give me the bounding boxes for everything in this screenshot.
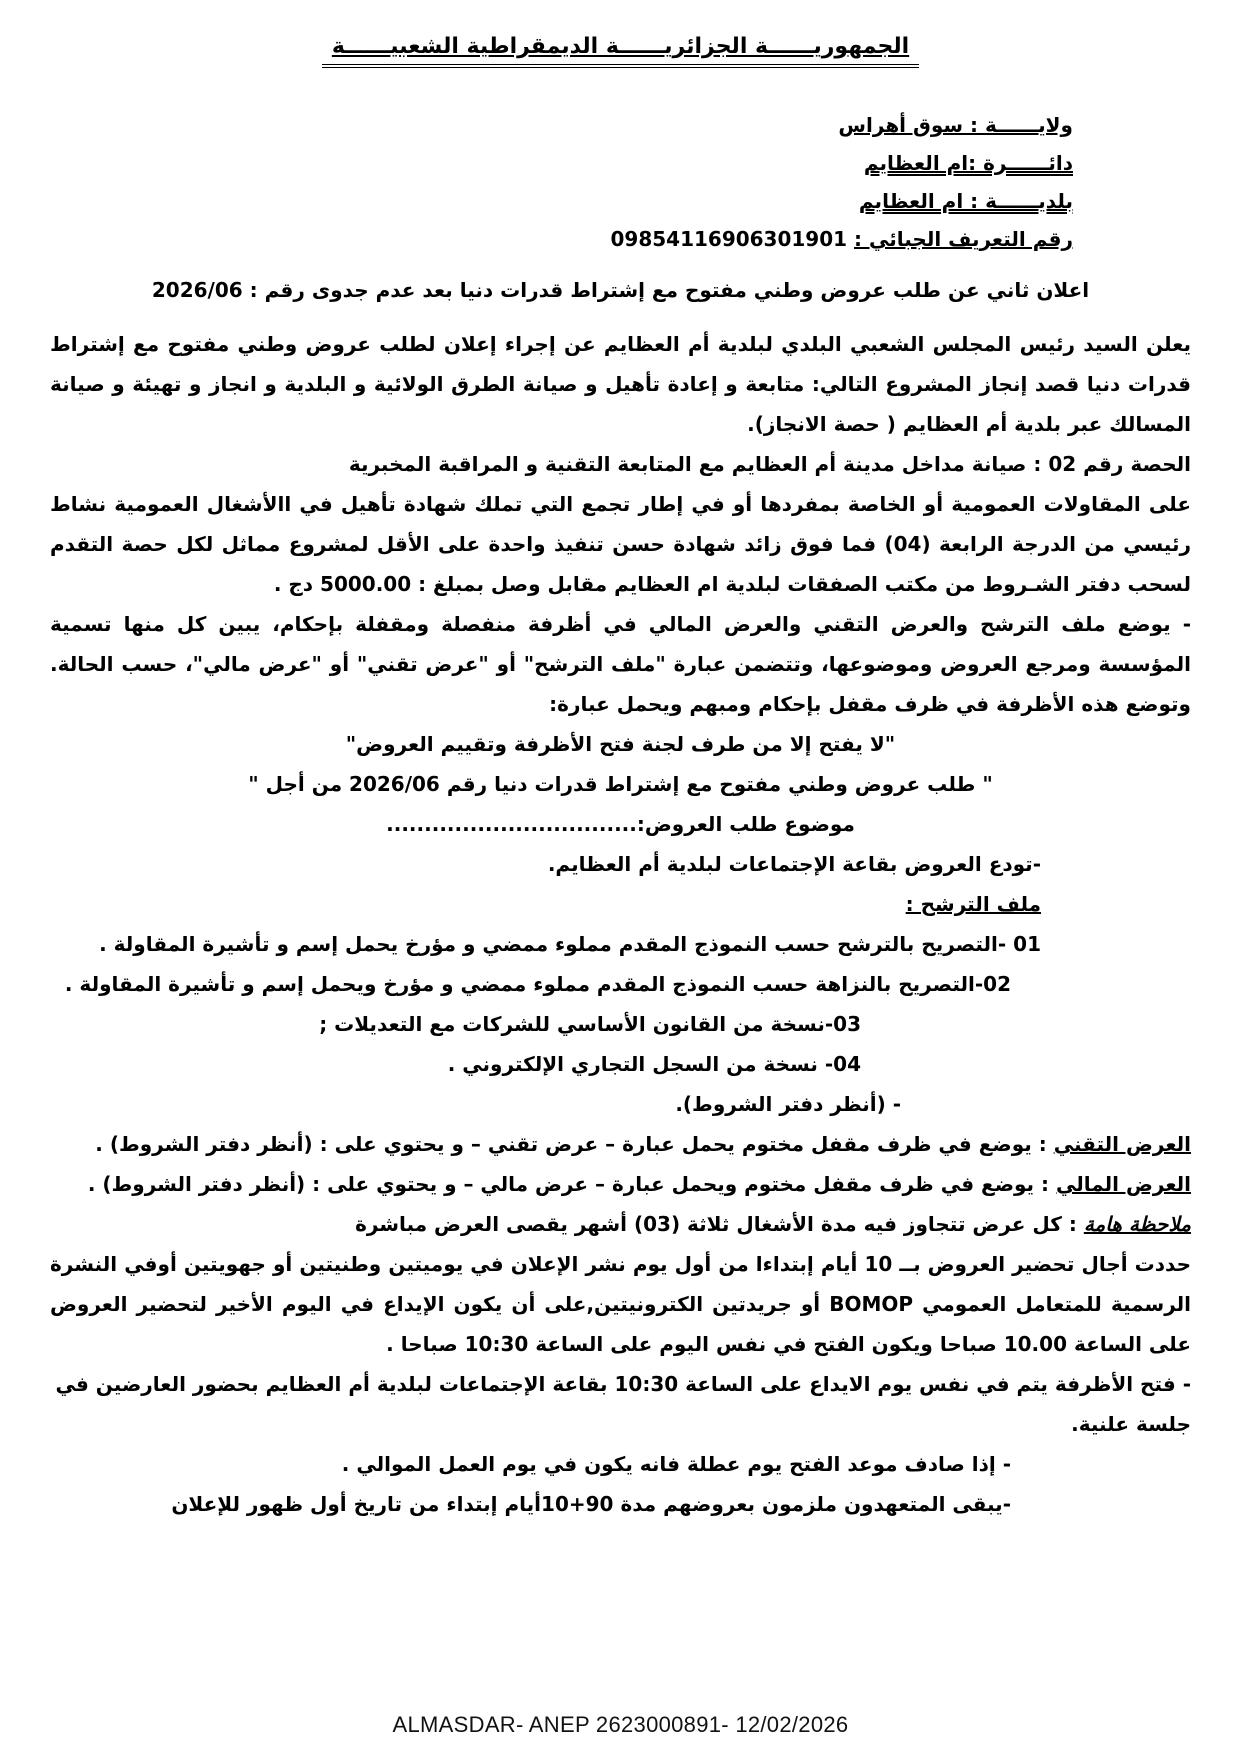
paragraph-project-intro: يعلن السيد رئيس المجلس الشعبي البلدي لبلدية أم العظايم عن إجراء إعلان لطلب عروض وطني مفتوح مع إشتراط قدرات دنيا قصد إنجاز المشروع التالي: متابعة و إعادة تأهيل و صيانة الطرق الولائية و البلدية و انجاز و تهيئة و صيانة المسالك عبر بلدية أم العظايم ( حصة الانجاز). xyxy=(50,332,1191,436)
republic-header-title: الجمهوريــــــة الجزائريــــــة الديمقراطية الشعبيــــــة xyxy=(322,34,919,68)
identity-block xyxy=(50,106,1191,258)
paragraph-deadlines: حددت أجال تحضير العروض بــ 10 أيام إبتداءا من أول يوم نشر الإعلان في يوميتين وطنيتين أو جهويتين أوفي النشرة الرسمية للمتعامل العمومي BOMOP أو جريدتين الكترونيتين,على أن يكون الإيداع في اليوم الأخير لتحضير العروض على الساعة 10.00 صباحا ويكون الفتح في نفس اليوم على الساعة 10:30 صباحا . xyxy=(50,1252,1192,1356)
envelope-quote-line: "لا يفتح إلا من طرف لجنة فتح الأظرفة وتقييم العروض" xyxy=(345,732,896,756)
paragraph-holiday: - إذا صادف موعد الفتح يوم عطلة فانه يكون في يوم العمل الموالي . xyxy=(341,1452,1011,1476)
financial-offer-label: العرض المالي xyxy=(1056,1172,1191,1196)
important-note-label: ملاحظة هامة xyxy=(1083,1212,1191,1236)
announcement-title: اعلان ثاني عن طلب عروض وطني مفتوح مع إشتراط قدرات دنيا بعد عدم جدوى رقم : 2026/06 xyxy=(151,278,1090,302)
candidacy-item-4: 04- نسخة من السجل التجاري الإلكتروني . xyxy=(447,1052,861,1076)
paragraph-lot2: الحصة رقم 02 : صيانة مداخل مدينة أم العظايم مع المتابعة التقنية و المراقبة المخبرية xyxy=(348,452,1191,476)
paragraph-validity: -يبقى المتعهدون ملزمون بعروضهم مدة 90+10أيام إبتداء من تاريخ أول ظهور للإعلان xyxy=(171,1492,1011,1516)
paragraph-eligibility: على المقاولات العمومية أو الخاصة بمفردها أو في إطار تجمع التي تملك شهادة تأهيل في االأشغال العمومية نشاط رئيسي من الدرجة الرابعة (04) فما فوق زائد شهادة حسن تنفيذ واحدة على الأقل لمشروع مماثل لكل حصة التقدم لسحب دفتر الشـروط من مكتب الصفقات لبلدية ام العظايم مقابل وصل بمبلغ : 5000.00 دج . xyxy=(50,492,1191,596)
important-note-text: : كل عرض تتجاوز فيه مدة الأشغال ثلاثة (03) أشهر يقصى العرض مباشرة xyxy=(355,1212,1084,1236)
important-note-line xyxy=(50,1204,1191,1244)
envelope-tender-line: " طلب عروض وطني مفتوح مع إشتراط قدرات دنيا رقم 2026/06 من أجل " xyxy=(248,772,993,796)
daira-label: دائــــــرة :ام العظايم xyxy=(863,151,1073,175)
document-body xyxy=(50,324,1191,1524)
envelope-subject-line: موضوع طلب العروض:................................. xyxy=(386,812,855,836)
tax-id-line xyxy=(50,220,1073,258)
footer-imprint: ALMASDAR- ANEP 2623000891- 12/02/2026 xyxy=(392,1712,849,1737)
technical-offer-line xyxy=(50,1124,1191,1164)
wilaya-line xyxy=(50,106,1073,144)
technical-offer-label: العرض التقني xyxy=(1053,1132,1191,1156)
candidacy-file-heading xyxy=(50,884,1191,924)
see-specs-line: - (أنظر دفتر الشروط). xyxy=(675,1092,901,1116)
paragraph-envelopes: - يوضع ملف الترشح والعرض التقني والعرض المالي في أظرفة منفصلة ومقفلة بإحكام، يبين كل منها تسمية المؤسسة ومرجع العروض وموضوعها، وتتضمن عبارة "ملف الترشح" أو "عرض تقني" أو "عرض مالي"، حسب الحالة. وتوضع هذه الأظرفة في ظرف مقفل بإحكام ومبهم ويحمل عبارة: xyxy=(50,612,1191,716)
wilaya-label: ولايــــــة : سوق أهراس xyxy=(838,113,1073,137)
technical-offer-text: : يوضع في ظرف مقفل مختوم يحمل عبارة – عرض تقني – و يحتوي على : (أنظر دفتر الشروط) . xyxy=(95,1132,1054,1156)
commune-line xyxy=(50,182,1073,220)
daira-line xyxy=(50,144,1073,182)
candidacy-file-heading-label: ملف الترشح : xyxy=(905,892,1041,916)
financial-offer-line xyxy=(50,1164,1191,1204)
paragraph-opening: - فتح الأظرفة يتم في نفس يوم الايداع على الساعة 10:30 بقاعة الإجتماعات لبلدية أم العظايم بحضور العارضين في جلسة علنية. xyxy=(55,1372,1191,1436)
candidacy-item-2: 02-التصريح بالنزاهة حسب النموذج المقدم مملوء ممضي و مؤرخ ويحمل إسم و تأشيرة المقاولة . xyxy=(64,972,1011,996)
financial-offer-text: : يوضع في ظرف مقفل مختوم ويحمل عبارة – عرض مالي – و يحتوي على : (أنظر دفتر الشروط) . xyxy=(87,1172,1056,1196)
candidacy-item-1: 01 -التصريح بالترشح حسب النموذج المقدم مملوء ممضي و مؤرخ يحمل إسم و تأشيرة المقاولة . xyxy=(99,932,1041,956)
candidacy-item-3: 03-نسخة من القانون الأساسي للشركات مع التعديلات ; xyxy=(319,1012,861,1036)
tax-id-value: 09854116906301901 xyxy=(610,227,848,251)
paragraph-deposit: -تودع العروض بقاعة الإجتماعات لبلدية أم العظايم. xyxy=(547,852,1041,876)
document-header xyxy=(50,34,1191,68)
commune-label: بلديــــــة : ام العظايم xyxy=(858,189,1073,213)
tax-id-label: رقم التعريف الجبائي : xyxy=(854,227,1073,251)
